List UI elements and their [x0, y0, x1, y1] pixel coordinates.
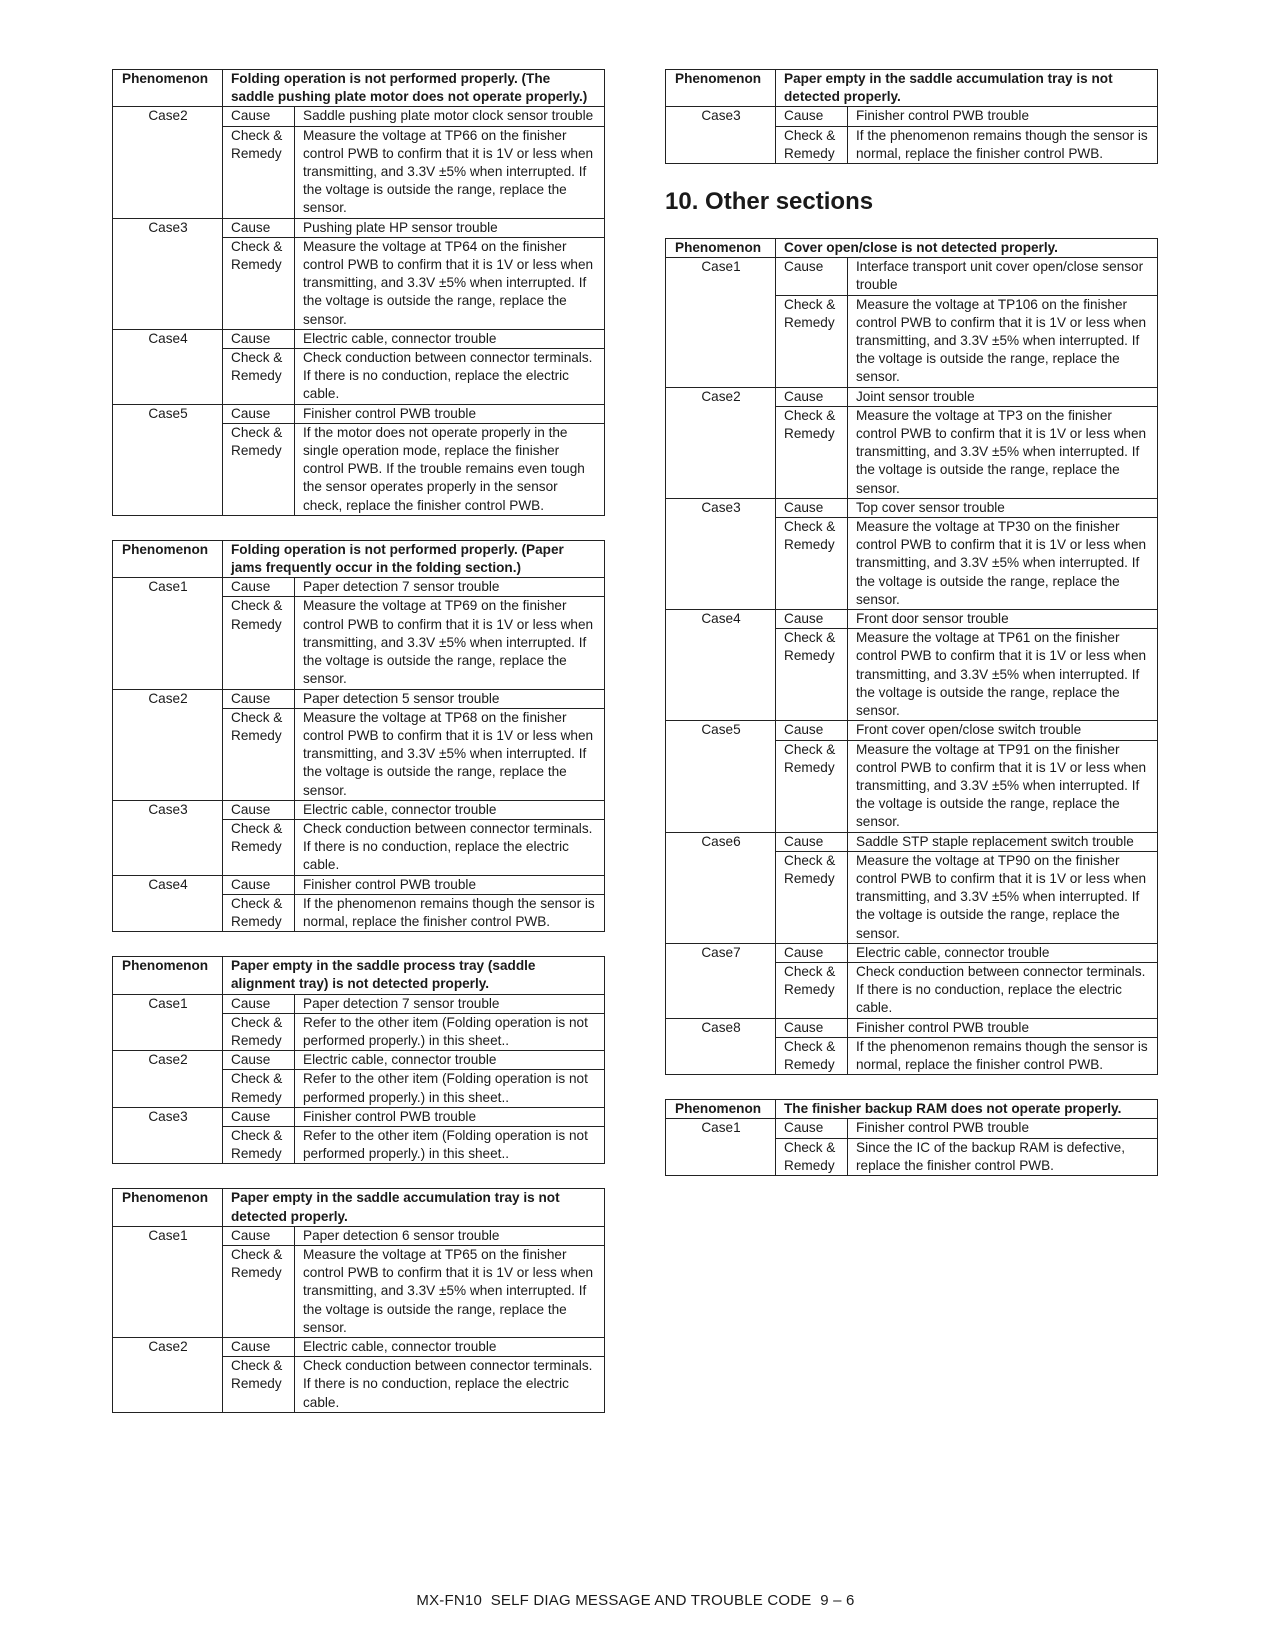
cause-text: Electric cable, connector trouble: [295, 800, 605, 819]
cause-label: Cause: [776, 721, 848, 740]
case-label: Case5: [113, 404, 223, 515]
check-label-line: Check &: [784, 407, 836, 423]
remedy-label-line: Remedy: [231, 1089, 282, 1105]
remedy-label-line: Remedy: [784, 1157, 835, 1173]
check-remedy-label: [776, 406, 848, 498]
case-label: Case5: [666, 721, 776, 832]
case-label: Case2: [666, 387, 776, 498]
check-remedy-label: [223, 237, 295, 329]
remedy-label-line: Remedy: [784, 648, 835, 664]
case-label: Case4: [113, 329, 223, 404]
cause-text: Paper detection 7 sensor trouble: [295, 994, 605, 1013]
check-remedy-label: [223, 1126, 295, 1163]
remedy-label-line: Remedy: [231, 257, 282, 273]
check-label-line: Check &: [231, 350, 283, 366]
trouble-table: [112, 956, 605, 1164]
cause-label: Cause: [776, 258, 848, 295]
check-label-line: Check &: [231, 1358, 283, 1374]
phenomenon-label: Phenomenon: [113, 957, 223, 994]
cause-text: Finisher control PWB trouble: [295, 1107, 605, 1126]
cause-label: Cause: [223, 1051, 295, 1070]
check-label-line: Check &: [231, 1127, 283, 1143]
phenomenon-row: [113, 70, 605, 107]
cause-row: [666, 258, 1158, 295]
cause-row: [113, 107, 605, 126]
remedy-text: Since the IC of the backup RAM is defective, replace the finisher control PWB.: [848, 1138, 1158, 1175]
check-remedy-label: [223, 708, 295, 800]
case-label: Case3: [113, 218, 223, 329]
section-heading: 10. Other sections: [665, 188, 874, 216]
check-label-line: Check &: [784, 1139, 836, 1155]
cause-label: Cause: [223, 107, 295, 126]
cause-label: Cause: [776, 943, 848, 962]
right-top-table-container: [665, 69, 1158, 164]
remedy-text: Measure the voltage at TP90 on the finisher control PWB to confirm that it is 1V or less when transmitting, and 3.3V ±5% when interrupted. If the voltage is outside the range, replace the sensor.: [848, 851, 1158, 943]
check-remedy-label: [223, 349, 295, 405]
remedy-label-line: Remedy: [784, 1056, 835, 1072]
phenomenon-row: [113, 1189, 605, 1226]
phenomenon-text: Folding operation is not performed properly. (The saddle pushing plate motor does not operate properly.): [223, 70, 605, 107]
cause-text: Saddle STP staple replacement switch trouble: [848, 832, 1158, 851]
remedy-label-line: Remedy: [231, 616, 282, 632]
remedy-text: Refer to the other item (Folding operation is not performed properly.) in this sheet..: [295, 1070, 605, 1107]
cause-text: Pushing plate HP sensor trouble: [295, 218, 605, 237]
cause-text: Electric cable, connector trouble: [295, 1338, 605, 1357]
cause-text: Finisher control PWB trouble: [295, 875, 605, 894]
check-remedy-label: [223, 597, 295, 689]
remedy-label-line: Remedy: [784, 537, 835, 553]
cause-row: [113, 1226, 605, 1245]
cause-text: Top cover sensor trouble: [848, 498, 1158, 517]
check-remedy-label: [776, 126, 848, 163]
case-label: Case1: [113, 1226, 223, 1337]
remedy-text: Measure the voltage at TP65 on the finisher control PWB to confirm that it is 1V or less when transmitting, and 3.3V ±5% when interrupted. If the voltage is outside the range, replace the sensor.: [295, 1245, 605, 1337]
check-label-line: Check &: [784, 296, 836, 312]
check-label-line: Check &: [231, 238, 283, 254]
check-remedy-label: [223, 126, 295, 218]
remedy-label-line: Remedy: [231, 727, 282, 743]
cause-label: Cause: [223, 218, 295, 237]
remedy-text: Measure the voltage at TP106 on the finisher control PWB to confirm that it is 1V or less when transmitting, and 3.3V ±5% when interrupted. If the voltage is outside the range, replace the sensor.: [848, 295, 1158, 387]
cause-text: Paper detection 7 sensor trouble: [295, 578, 605, 597]
phenomenon-row: [666, 70, 1158, 107]
case-label: Case3: [666, 498, 776, 609]
cause-row: [113, 800, 605, 819]
case-label: Case2: [113, 1051, 223, 1108]
remedy-label-line: Remedy: [784, 982, 835, 998]
remedy-text: Check conduction between connector terminals. If there is no conduction, replace the electric cable.: [295, 819, 605, 875]
cause-row: [113, 1338, 605, 1357]
trouble-table: [112, 69, 605, 516]
remedy-label-line: Remedy: [231, 1376, 282, 1392]
cause-row: [113, 578, 605, 597]
cause-row: [113, 218, 605, 237]
cause-label: Cause: [776, 1018, 848, 1037]
remedy-label-line: Remedy: [231, 368, 282, 384]
cause-text: Finisher control PWB trouble: [295, 404, 605, 423]
cause-label: Cause: [223, 404, 295, 423]
case-label: Case1: [666, 1119, 776, 1176]
phenomenon-text: Paper empty in the saddle accumulation tray is not detected properly.: [776, 70, 1158, 107]
phenomenon-row: [113, 540, 605, 577]
remedy-text: If the phenomenon remains though the sensor is normal, replace the finisher control PWB.: [295, 894, 605, 931]
phenomenon-label: Phenomenon: [666, 1100, 776, 1119]
cause-row: [666, 721, 1158, 740]
check-remedy-label: [223, 1357, 295, 1413]
check-label-line: Check &: [231, 598, 283, 614]
case-label: Case1: [113, 994, 223, 1051]
cause-label: Cause: [223, 689, 295, 708]
remedy-text: Measure the voltage at TP61 on the finisher control PWB to confirm that it is 1V or less when transmitting, and 3.3V ±5% when interrupted. If the voltage is outside the range, replace the sensor.: [848, 629, 1158, 721]
cause-row: [666, 610, 1158, 629]
check-label-line: Check &: [231, 820, 283, 836]
remedy-label-line: Remedy: [231, 443, 282, 459]
cause-label: Cause: [776, 387, 848, 406]
check-remedy-label: [776, 740, 848, 832]
remedy-text: Refer to the other item (Folding operation is not performed properly.) in this sheet..: [295, 1126, 605, 1163]
cause-text: Finisher control PWB trouble: [848, 1018, 1158, 1037]
case-label: Case2: [113, 107, 223, 218]
remedy-label-line: Remedy: [784, 870, 835, 886]
check-label-line: Check &: [231, 424, 283, 440]
check-label-line: Check &: [784, 127, 836, 143]
cause-label: Cause: [223, 800, 295, 819]
right-column: [665, 69, 1158, 1200]
trouble-table: [665, 1099, 1158, 1176]
remedy-text: Check conduction between connector terminals. If there is no conduction, replace the electric cable.: [848, 962, 1158, 1018]
case-label: Case3: [666, 107, 776, 164]
case-label: Case6: [666, 832, 776, 943]
check-remedy-label: [223, 1245, 295, 1337]
phenomenon-text: The finisher backup RAM does not operate properly.: [776, 1100, 1158, 1119]
phenomenon-label: Phenomenon: [113, 70, 223, 107]
check-label-line: Check &: [784, 741, 836, 757]
phenomenon-text: Cover open/close is not detected properly.: [776, 239, 1158, 258]
cause-row: [666, 1018, 1158, 1037]
check-remedy-label: [776, 629, 848, 721]
trouble-table: [112, 540, 605, 932]
check-remedy-label: [776, 1037, 848, 1074]
remedy-text: Measure the voltage at TP3 on the finisher control PWB to confirm that it is 1V or less when transmitting, and 3.3V ±5% when interrupted. If the voltage is outside the range, replace the sensor.: [848, 406, 1158, 498]
check-label-line: Check &: [231, 1014, 283, 1030]
case-label: Case1: [666, 258, 776, 387]
cause-row: [666, 387, 1158, 406]
cause-label: Cause: [223, 578, 295, 597]
remedy-text: Measure the voltage at TP68 on the finisher control PWB to confirm that it is 1V or less when transmitting, and 3.3V ±5% when interrupted. If the voltage is outside the range, replace the sensor.: [295, 708, 605, 800]
check-remedy-label: [776, 518, 848, 610]
remedy-label-line: Remedy: [231, 913, 282, 929]
check-remedy-label: [223, 894, 295, 931]
phenomenon-row: [666, 1100, 1158, 1119]
right-tables: [665, 238, 1158, 1176]
page-footer: MX-FN10 SELF DIAG MESSAGE AND TROUBLE CODE 9 – 6: [416, 1592, 855, 1609]
case-label: Case4: [666, 610, 776, 721]
check-label-line: Check &: [231, 709, 283, 725]
check-label-line: Check &: [784, 1038, 836, 1054]
cause-label: Cause: [776, 107, 848, 126]
check-label-line: Check &: [231, 1071, 283, 1087]
cause-row: [666, 1119, 1158, 1138]
remedy-label-line: Remedy: [231, 839, 282, 855]
case-label: Case3: [113, 800, 223, 875]
cause-row: [113, 994, 605, 1013]
cause-label: Cause: [223, 1107, 295, 1126]
cause-row: [113, 875, 605, 894]
phenomenon-text: Paper empty in the saddle process tray (saddle alignment tray) is not detected properly.: [223, 957, 605, 994]
remedy-label-line: Remedy: [784, 426, 835, 442]
phenomenon-text: Paper empty in the saddle accumulation tray is not detected properly.: [223, 1189, 605, 1226]
case-label: Case8: [666, 1018, 776, 1075]
cause-text: Finisher control PWB trouble: [848, 107, 1158, 126]
remedy-text: Measure the voltage at TP64 on the finisher control PWB to confirm that it is 1V or less when transmitting, and 3.3V ±5% when interrupted. If the voltage is outside the range, replace the sensor.: [295, 237, 605, 329]
cause-row: [113, 1051, 605, 1070]
remedy-text: Measure the voltage at TP66 on the finisher control PWB to confirm that it is 1V or less when transmitting, and 3.3V ±5% when interrupted. If the voltage is outside the range, replace the sensor.: [295, 126, 605, 218]
left-column: [112, 69, 605, 1437]
remedy-text: Measure the voltage at TP30 on the finisher control PWB to confirm that it is 1V or less when transmitting, and 3.3V ±5% when interrupted. If the voltage is outside the range, replace the sensor.: [848, 518, 1158, 610]
trouble-table: [665, 238, 1158, 1075]
cause-label: Cause: [223, 994, 295, 1013]
case-label: Case2: [113, 1338, 223, 1413]
cause-text: Joint sensor trouble: [848, 387, 1158, 406]
check-remedy-label: [223, 423, 295, 515]
phenomenon-label: Phenomenon: [113, 540, 223, 577]
cause-label: Cause: [223, 1338, 295, 1357]
phenomenon-row: [113, 957, 605, 994]
cause-label: Cause: [776, 498, 848, 517]
cause-row: [113, 689, 605, 708]
check-label-line: Check &: [784, 963, 836, 979]
cause-label: Cause: [776, 610, 848, 629]
phenomenon-row: [666, 239, 1158, 258]
remedy-text: Check conduction between connector terminals. If there is no conduction, replace the electric cable.: [295, 1357, 605, 1413]
remedy-label-line: Remedy: [784, 314, 835, 330]
case-label: Case7: [666, 943, 776, 1018]
remedy-label-line: Remedy: [784, 145, 835, 161]
case-label: Case4: [113, 875, 223, 932]
cause-text: Finisher control PWB trouble: [848, 1119, 1158, 1138]
cause-row: [666, 107, 1158, 126]
trouble-table: [665, 69, 1158, 164]
cause-row: [113, 404, 605, 423]
cause-text: Front cover open/close switch trouble: [848, 721, 1158, 740]
cause-row: [666, 943, 1158, 962]
remedy-label-line: Remedy: [231, 1146, 282, 1162]
left-tables: [112, 69, 605, 1413]
check-remedy-label: [223, 1070, 295, 1107]
remedy-text: Measure the voltage at TP69 on the finisher control PWB to confirm that it is 1V or less when transmitting, and 3.3V ±5% when interrupted. If the voltage is outside the range, replace the sensor.: [295, 597, 605, 689]
cause-label: Cause: [223, 875, 295, 894]
phenomenon-label: Phenomenon: [666, 70, 776, 107]
case-label: Case1: [113, 578, 223, 689]
phenomenon-label: Phenomenon: [113, 1189, 223, 1226]
cause-label: Cause: [223, 1226, 295, 1245]
check-label-line: Check &: [231, 1246, 283, 1262]
cause-row: [113, 329, 605, 348]
cause-text: Electric cable, connector trouble: [295, 329, 605, 348]
remedy-text: Refer to the other item (Folding operation is not performed properly.) in this sheet..: [295, 1013, 605, 1050]
cause-label: Cause: [776, 1119, 848, 1138]
check-label-line: Check &: [231, 127, 283, 143]
cause-row: [666, 498, 1158, 517]
cause-text: Paper detection 6 sensor trouble: [295, 1226, 605, 1245]
remedy-text: Check conduction between connector terminals. If there is no conduction, replace the electric cable.: [295, 349, 605, 405]
check-remedy-label: [776, 851, 848, 943]
remedy-text: If the phenomenon remains though the sensor is normal, replace the finisher control PWB.: [848, 126, 1158, 163]
case-label: Case3: [113, 1107, 223, 1164]
check-remedy-label: [223, 819, 295, 875]
check-remedy-label: [223, 1013, 295, 1050]
remedy-text: Measure the voltage at TP91 on the finisher control PWB to confirm that it is 1V or less when transmitting, and 3.3V ±5% when interrupted. If the voltage is outside the range, replace the sensor.: [848, 740, 1158, 832]
trouble-table: [112, 1188, 605, 1412]
check-remedy-label: [776, 1138, 848, 1175]
cause-text: Front door sensor trouble: [848, 610, 1158, 629]
remedy-label-line: Remedy: [231, 145, 282, 161]
phenomenon-label: Phenomenon: [666, 239, 776, 258]
cause-text: Saddle pushing plate motor clock sensor trouble: [295, 107, 605, 126]
remedy-label-line: Remedy: [231, 1032, 282, 1048]
case-label: Case2: [113, 689, 223, 800]
remedy-label-line: Remedy: [231, 1265, 282, 1281]
cause-label: Cause: [223, 329, 295, 348]
cause-row: [113, 1107, 605, 1126]
check-label-line: Check &: [231, 895, 283, 911]
remedy-text: If the phenomenon remains though the sensor is normal, replace the finisher control PWB.: [848, 1037, 1158, 1074]
check-label-line: Check &: [784, 630, 836, 646]
cause-row: [666, 832, 1158, 851]
check-remedy-label: [776, 962, 848, 1018]
phenomenon-text: Folding operation is not performed properly. (Paper jams frequently occur in the folding section.): [223, 540, 605, 577]
cause-text: Paper detection 5 sensor trouble: [295, 689, 605, 708]
cause-text: Electric cable, connector trouble: [295, 1051, 605, 1070]
remedy-label-line: Remedy: [784, 759, 835, 775]
remedy-text: If the motor does not operate properly in the single operation mode, replace the finisher control PWB. If the trouble remains even tough the sensor operates properly in the sensor check, replace the finisher control PWB.: [295, 423, 605, 515]
cause-text: Interface transport unit cover open/close sensor trouble: [848, 258, 1158, 295]
check-label-line: Check &: [784, 519, 836, 535]
cause-label: Cause: [776, 832, 848, 851]
cause-text: Electric cable, connector trouble: [848, 943, 1158, 962]
check-remedy-label: [776, 295, 848, 387]
check-label-line: Check &: [784, 852, 836, 868]
